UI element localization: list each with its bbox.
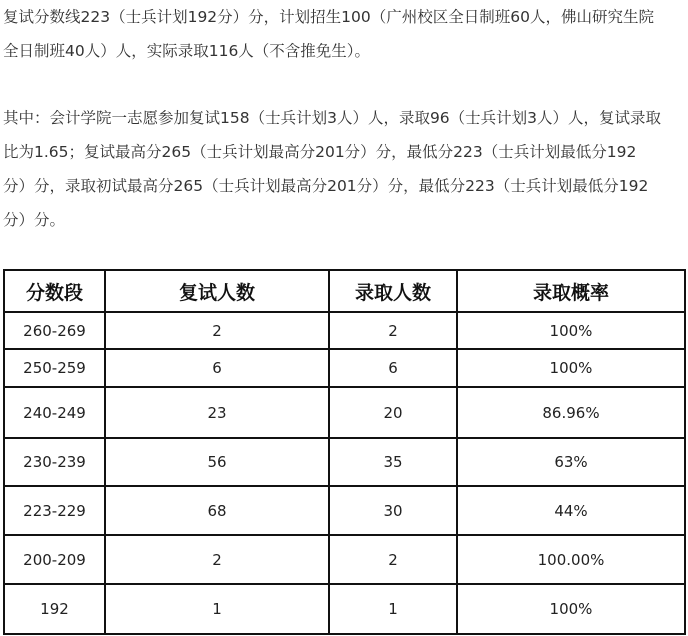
table-row <box>4 438 685 486</box>
table-row <box>4 486 685 535</box>
header-retest-count: 复试人数 <box>105 270 329 312</box>
cell-admitted-count: 2 <box>329 535 457 584</box>
cell-retest-count: 56 <box>105 438 329 486</box>
cell-admission-rate: 100.00% <box>457 535 685 584</box>
cell-score-range: 200-209 <box>4 535 105 584</box>
cell-retest-count: 2 <box>105 312 329 349</box>
score-distribution-table <box>3 269 686 635</box>
cell-admitted-count: 6 <box>329 349 457 387</box>
cell-score-range: 240-249 <box>4 387 105 438</box>
header-admission-rate: 录取概率 <box>457 270 685 312</box>
header-score-range: 分数段 <box>4 270 105 312</box>
cell-score-range: 192 <box>4 584 105 634</box>
intro-line-2: 全日制班40人）人，实际录取116人（不含推免生）。 <box>3 42 371 60</box>
cell-retest-count: 6 <box>105 349 329 387</box>
cell-admitted-count: 2 <box>329 312 457 349</box>
cell-score-range: 223-229 <box>4 486 105 535</box>
cell-retest-count: 68 <box>105 486 329 535</box>
cell-admission-rate: 44% <box>457 486 685 535</box>
cell-admission-rate: 86.96% <box>457 387 685 438</box>
table-row <box>4 312 685 349</box>
table-row <box>4 349 685 387</box>
cell-admission-rate: 100% <box>457 312 685 349</box>
cell-admission-rate: 100% <box>457 349 685 387</box>
cell-retest-count: 2 <box>105 535 329 584</box>
table-row <box>4 584 685 634</box>
cell-retest-count: 1 <box>105 584 329 634</box>
cell-admission-rate: 100% <box>457 584 685 634</box>
cell-score-range: 250-259 <box>4 349 105 387</box>
cell-score-range: 230-239 <box>4 438 105 486</box>
header-admitted-count: 录取人数 <box>329 270 457 312</box>
cell-admitted-count: 30 <box>329 486 457 535</box>
cell-score-range: 260-269 <box>4 312 105 349</box>
cell-retest-count: 23 <box>105 387 329 438</box>
detail-line-3: 分）分，录取初试最高分265（士兵计划最高分201分）分，最低分223（士兵计划最低分192 <box>3 177 649 195</box>
cell-admitted-count: 35 <box>329 438 457 486</box>
table-header-row <box>4 270 685 312</box>
cell-admission-rate: 63% <box>457 438 685 486</box>
detail-line-2: 比为1.65；复试最高分265（士兵计划最高分201分）分，最低分223（士兵计划最低分192 <box>3 143 637 161</box>
table-row <box>4 535 685 584</box>
cell-admitted-count: 20 <box>329 387 457 438</box>
detail-line-4: 分）分。 <box>3 211 66 229</box>
table-row <box>4 387 685 438</box>
cell-admitted-count: 1 <box>329 584 457 634</box>
intro-line-1: 复试分数线223（士兵计划192分）分，计划招生100（广州校区全日制班60人，佛山研究生院 <box>3 8 654 26</box>
detail-line-1: 其中：会计学院一志愿参加复试158（士兵计划3人）人，录取96（士兵计划3人）人，复试录取 <box>3 109 662 127</box>
detail-paragraph <box>3 101 685 237</box>
intro-paragraph <box>3 0 685 68</box>
